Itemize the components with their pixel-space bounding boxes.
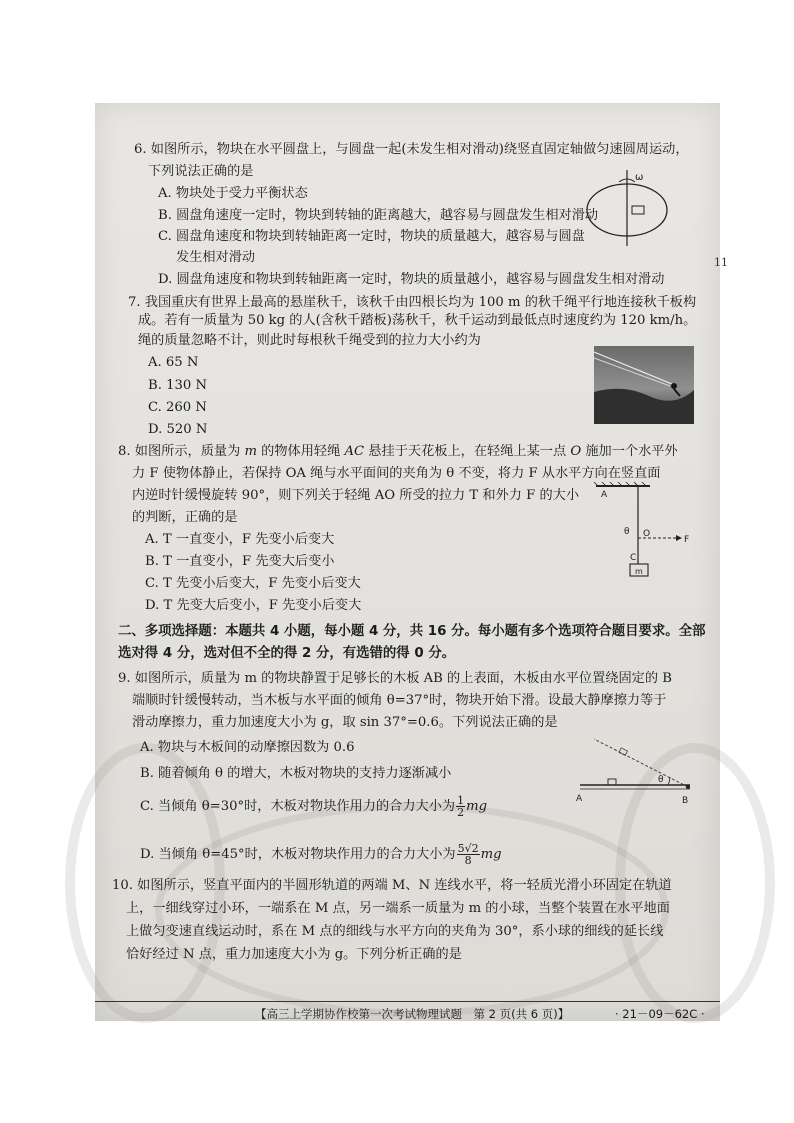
fraction-denominator: 2	[457, 806, 465, 819]
q7-option-a: A. 65 N	[148, 355, 199, 370]
q9-stem-line3: 滑动摩擦力，重力加速度大小为 g，取 sin 37°=0.6。下列说法正确的是	[132, 715, 558, 730]
fraction-numerator: 1	[457, 794, 465, 807]
q9-option-d-text: D. 当倾角 θ=45°时，木板对物块作用力的合力大小为	[140, 847, 456, 862]
q8-label-m: m	[635, 567, 643, 576]
q6-option-b: B. 圆盘角速度一定时，物块到转轴的距离越大，越容易与圆盘发生相对滑动	[158, 208, 599, 223]
q9-option-d-fraction	[457, 843, 480, 866]
q7-option-c: C. 260 N	[148, 400, 207, 415]
q8-text: 施加一个水平外	[581, 444, 678, 459]
q9-option-c	[140, 795, 487, 818]
q9-label-a: A	[576, 794, 583, 804]
q8-label-a: A	[601, 490, 608, 500]
page-edge-mark: 11	[714, 256, 728, 269]
q9-stem-line2: 端顺时针缓慢转动，当木板与水平面的倾角 θ=37°时，物块开始下滑。设最大静摩擦力等于	[132, 693, 667, 708]
q9-label-theta: θ	[658, 775, 664, 785]
q8-option-d: D. T 先变大后变小，F 先变小后变大	[145, 598, 362, 613]
q9-option-b: B. 随着倾角 θ 的增大，木板对物块的支持力逐渐减小	[140, 766, 452, 781]
q8-text: 悬挂于天花板上，在轻绳上某一点	[364, 444, 571, 459]
q8-rope-force-figure	[588, 480, 693, 585]
section2-heading-line1: 二、多项选择题：本题共 4 小题，每小题 4 分，共 16 分。每小题有多个选项符合题目要求。全部	[118, 624, 706, 639]
q8-option-b: B. T 一直变小，F 先变大后变小	[145, 554, 335, 569]
q10-stem-line2: 上，一细线穿过小环，一端系在 M 点，另一端系一质量为 m 的小球，当整个装置在水平地面	[126, 901, 670, 916]
q6-rotating-disk-figure	[575, 168, 685, 248]
q9-label-b: B	[682, 796, 689, 806]
q7-stem-line2: 成。若有一质量为 50 kg 的人(含秋千踏板)荡秋千，秋千运动到最低点时速度约为 120 km/h。	[138, 313, 697, 328]
q8-text: 8. 如图所示，质量为	[118, 444, 245, 459]
q6-stem-line2: 下列说法正确的是	[148, 164, 254, 179]
q6-omega-label: ω	[635, 172, 644, 183]
q8-stem-line4: 的判断，正确的是	[132, 510, 238, 525]
fraction-denominator: 8	[464, 854, 472, 867]
fraction-numerator: 5√2	[457, 842, 479, 855]
q10-stem-line1: 10. 如图所示，竖直平面内的半圆形轨道的两端 M、N 连线水平，将一轻质光滑小环固定在轨道	[112, 878, 672, 893]
q8-text: 的物体用轻绳	[256, 444, 345, 459]
q8-label-theta: θ	[624, 527, 630, 537]
q6-option-c-line1: C. 圆盘角速度和物块到转轴距离一定时，物块的质量越大，越容易与圆盘	[158, 229, 585, 244]
q8-stem-line3: 内逆时针缓慢旋转 90°，则下列关于轻绳 AO 所受的拉力 T 和外力 F 的大小	[132, 488, 580, 503]
q9-option-c-fraction	[456, 795, 465, 818]
q7-option-d: D. 520 N	[148, 422, 208, 437]
section2-heading-line2: 选对得 4 分，选对但不全的得 2 分，有选错的得 0 分。	[118, 646, 456, 661]
q6-stem-line1: 6. 如图所示，物块在水平圆盘上，与圆盘一起(未发生相对滑动)绕竖直固定轴做匀速圆周运动，	[134, 142, 689, 157]
q9-option-c-unit: mg	[466, 799, 488, 814]
q8-option-a: A. T 一直变小，F 先变小后变大	[145, 532, 335, 547]
q9-option-d-unit: mg	[480, 847, 502, 862]
q8-var-ac: AC	[344, 444, 365, 459]
q7-option-b: B. 130 N	[148, 378, 207, 393]
q9-option-d	[140, 843, 502, 866]
q6-option-c-line2: 发生相对滑动	[176, 250, 256, 265]
footer-code: · 21－09－62C ·	[615, 1007, 705, 1021]
q9-incline-board-figure	[572, 735, 697, 810]
q8-var-o: O	[570, 444, 582, 459]
q8-stem-line1	[118, 444, 678, 460]
page-footer	[95, 1001, 720, 1022]
q6-option-d: D. 圆盘角速度和物块到转轴距离一定时，物块的质量越小，越容易与圆盘发生相对滑动	[158, 272, 665, 287]
q9-stem-line1: 9. 如图所示，质量为 m 的物块静置于足够长的木板 AB 的上表面，木板由水平位置绕固定的 B	[118, 671, 672, 686]
q10-stem-line3: 上做匀变速直线运动时，系在 M 点的细线与水平方向的夹角为 30°，系小球的细线的延长线	[126, 924, 664, 939]
q8-option-c: C. T 先变小后变大，F 先变小后变大	[145, 576, 361, 591]
q9-option-a: A. 物块与木板间的动摩擦因数为 0.6	[140, 740, 355, 755]
q7-stem-line1: 7. 我国重庆有世界上最高的悬崖秋千，该秋千由四根长均为 100 m 的秋千绳平行地连接秋千板构	[128, 295, 697, 310]
q8-label-o: O	[643, 529, 651, 539]
q9-option-c-text: C. 当倾角 θ=30°时，木板对物块作用力的合力大小为	[140, 799, 456, 814]
q7-stem-line3: 绳的质量忽略不计，则此时每根秋千绳受到的拉力大小约为	[138, 333, 481, 348]
q8-stem-line2: 力 F 使物体静止，若保持 OA 绳与水平面间的夹角为 θ 不变，将力 F 从水平方向在竖直面	[132, 466, 661, 481]
q6-option-a: A. 物块处于受力平衡状态	[158, 186, 308, 201]
q8-label-f: F	[684, 535, 690, 545]
q10-stem-line4: 恰好经过 N 点，重力加速度大小为 g。下列分析正确的是	[126, 947, 462, 962]
q7-swing-photo	[594, 346, 694, 424]
footer-title: 【高三上学期协作校第一次考试物理试题 第 2 页(共 6 页)】	[255, 1007, 570, 1021]
q8-label-c: C	[630, 553, 637, 563]
q8-var-m: m	[244, 444, 257, 459]
